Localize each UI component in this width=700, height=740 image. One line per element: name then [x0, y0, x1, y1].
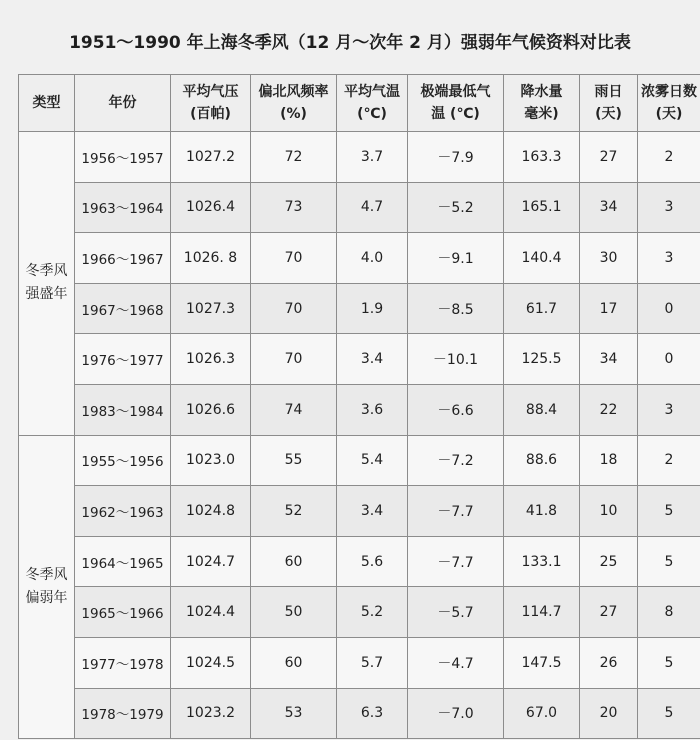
group-label: 偏弱年	[25, 589, 68, 606]
north-wind-cell: 50	[251, 587, 337, 638]
min-temp-cell: －7.7	[408, 486, 504, 537]
fog-days-cell: 5	[638, 637, 700, 688]
fog-days-cell: 5	[638, 688, 700, 739]
year-cell: 1963～1964	[75, 182, 171, 233]
avg-temp-cell: 1.9	[337, 283, 408, 334]
fog-days-cell: 3	[638, 182, 700, 233]
fog-days-cell: 0	[638, 283, 700, 334]
min-temp-cell: －5.2	[408, 182, 504, 233]
table-row	[19, 637, 700, 688]
group-type-cell	[19, 435, 75, 739]
climate-comparison-table	[18, 74, 700, 739]
north-wind-cell: 53	[251, 688, 337, 739]
header-unit: (%)	[280, 106, 307, 122]
pressure-cell: 1026.3	[171, 334, 251, 385]
header-unit: (天)	[655, 106, 683, 122]
min-temp-cell: －5.7	[408, 587, 504, 638]
year-cell: 1964～1965	[75, 536, 171, 587]
rain-days-cell: 34	[580, 182, 638, 233]
table-row	[19, 233, 700, 284]
avg-temp-cell: 3.4	[337, 486, 408, 537]
pressure-cell: 1026.4	[171, 182, 251, 233]
precip-cell: 147.5	[504, 637, 580, 688]
header-type	[19, 75, 75, 132]
pressure-cell: 1026. 8	[171, 233, 251, 284]
header-unit: 温 (℃)	[431, 106, 480, 122]
avg-temp-cell: 3.4	[337, 334, 408, 385]
header-label: 平均气压	[182, 84, 239, 100]
pressure-cell: 1024.4	[171, 587, 251, 638]
avg-temp-cell: 3.6	[337, 384, 408, 435]
table-row	[19, 182, 700, 233]
header-unit: (℃)	[357, 106, 387, 122]
rain-days-cell: 10	[580, 486, 638, 537]
header-avg-temp	[337, 75, 408, 132]
header-unit: (百帕)	[190, 106, 231, 122]
header-label: 浓雾日数	[641, 84, 697, 100]
year-cell: 1965～1966	[75, 587, 171, 638]
avg-temp-cell: 6.3	[337, 688, 408, 739]
pressure-cell: 1026.6	[171, 384, 251, 435]
north-wind-cell: 60	[251, 637, 337, 688]
group-label: 强盛年	[25, 286, 68, 303]
precip-cell: 125.5	[504, 334, 580, 385]
header-year	[75, 75, 171, 132]
north-wind-cell: 74	[251, 384, 337, 435]
header-precip	[504, 75, 580, 132]
precip-cell: 140.4	[504, 233, 580, 284]
year-cell: 1967～1968	[75, 283, 171, 334]
pressure-cell: 1024.7	[171, 536, 251, 587]
table-row	[19, 435, 700, 486]
rain-days-cell: 27	[580, 132, 638, 183]
north-wind-cell: 70	[251, 334, 337, 385]
year-cell: 1966～1967	[75, 233, 171, 284]
table-row	[19, 536, 700, 587]
north-wind-cell: 70	[251, 233, 337, 284]
precip-cell: 61.7	[504, 283, 580, 334]
header-label: 极端最低气	[420, 84, 491, 100]
avg-temp-cell: 5.4	[337, 435, 408, 486]
group-label: 冬季风	[25, 566, 68, 583]
rain-days-cell: 22	[580, 384, 638, 435]
header-unit: 毫米)	[524, 106, 559, 122]
header-unit: (天)	[595, 106, 622, 122]
year-cell: 1976～1977	[75, 334, 171, 385]
header-row	[19, 75, 700, 132]
header-north-wind	[251, 75, 337, 132]
header-min-temp	[408, 75, 504, 132]
avg-temp-cell: 5.6	[337, 536, 408, 587]
min-temp-cell: －7.2	[408, 435, 504, 486]
year-cell: 1977～1978	[75, 637, 171, 688]
precip-cell: 88.6	[504, 435, 580, 486]
min-temp-cell: －4.7	[408, 637, 504, 688]
min-temp-cell: －10.1	[408, 334, 504, 385]
north-wind-cell: 70	[251, 283, 337, 334]
rain-days-cell: 26	[580, 637, 638, 688]
table-row	[19, 486, 700, 537]
north-wind-cell: 52	[251, 486, 337, 537]
precip-cell: 67.0	[504, 688, 580, 739]
fog-days-cell: 5	[638, 486, 700, 537]
fog-days-cell: 8	[638, 587, 700, 638]
year-cell: 1978～1979	[75, 688, 171, 739]
pressure-cell: 1023.2	[171, 688, 251, 739]
precip-cell: 41.8	[504, 486, 580, 537]
pressure-cell: 1024.8	[171, 486, 251, 537]
min-temp-cell: －7.9	[408, 132, 504, 183]
rain-days-cell: 30	[580, 233, 638, 284]
precip-cell: 133.1	[504, 536, 580, 587]
pressure-cell: 1023.0	[171, 435, 251, 486]
table-row	[19, 587, 700, 638]
fog-days-cell: 2	[638, 132, 700, 183]
precip-cell: 163.3	[504, 132, 580, 183]
table-body	[19, 132, 700, 739]
rain-days-cell: 20	[580, 688, 638, 739]
avg-temp-cell: 4.0	[337, 233, 408, 284]
pressure-cell: 1027.2	[171, 132, 251, 183]
fog-days-cell: 2	[638, 435, 700, 486]
rain-days-cell: 25	[580, 536, 638, 587]
min-temp-cell: －8.5	[408, 283, 504, 334]
pressure-cell: 1024.5	[171, 637, 251, 688]
avg-temp-cell: 5.7	[337, 637, 408, 688]
year-cell: 1983～1984	[75, 384, 171, 435]
group-label: 冬季风	[25, 263, 68, 280]
header-pressure	[171, 75, 251, 132]
north-wind-cell: 60	[251, 536, 337, 587]
min-temp-cell: －6.6	[408, 384, 504, 435]
table-row	[19, 283, 700, 334]
header-label: 平均气温	[344, 84, 400, 100]
fog-days-cell: 0	[638, 334, 700, 385]
year-cell: 1956～1957	[75, 132, 171, 183]
north-wind-cell: 72	[251, 132, 337, 183]
rain-days-cell: 27	[580, 587, 638, 638]
table-row	[19, 688, 700, 739]
year-cell: 1962～1963	[75, 486, 171, 537]
table-row	[19, 132, 700, 183]
header-label: 类型	[32, 95, 61, 111]
header-label: 降水量	[520, 84, 563, 100]
header-label: 年份	[108, 95, 137, 111]
table-row	[19, 384, 700, 435]
precip-cell: 88.4	[504, 384, 580, 435]
avg-temp-cell: 4.7	[337, 182, 408, 233]
fog-days-cell: 3	[638, 384, 700, 435]
table-title: 1951～1990 年上海冬季风（12 月～次年 2 月）强弱年气候资料对比表	[69, 33, 631, 53]
rain-days-cell: 17	[580, 283, 638, 334]
north-wind-cell: 55	[251, 435, 337, 486]
min-temp-cell: －7.7	[408, 536, 504, 587]
avg-temp-cell: 5.2	[337, 587, 408, 638]
rain-days-cell: 34	[580, 334, 638, 385]
fog-days-cell: 3	[638, 233, 700, 284]
group-type-cell	[19, 132, 75, 436]
table-row	[19, 334, 700, 385]
north-wind-cell: 73	[251, 182, 337, 233]
header-rain-days	[580, 75, 638, 132]
min-temp-cell: －9.1	[408, 233, 504, 284]
header-fog-days	[638, 75, 700, 132]
precip-cell: 165.1	[504, 182, 580, 233]
year-cell: 1955～1956	[75, 435, 171, 486]
avg-temp-cell: 3.7	[337, 132, 408, 183]
precip-cell: 114.7	[504, 587, 580, 638]
rain-days-cell: 18	[580, 435, 638, 486]
header-label: 雨日	[594, 84, 623, 100]
min-temp-cell: －7.0	[408, 688, 504, 739]
pressure-cell: 1027.3	[171, 283, 251, 334]
header-label: 偏北风频率	[258, 84, 329, 100]
fog-days-cell: 5	[638, 536, 700, 587]
